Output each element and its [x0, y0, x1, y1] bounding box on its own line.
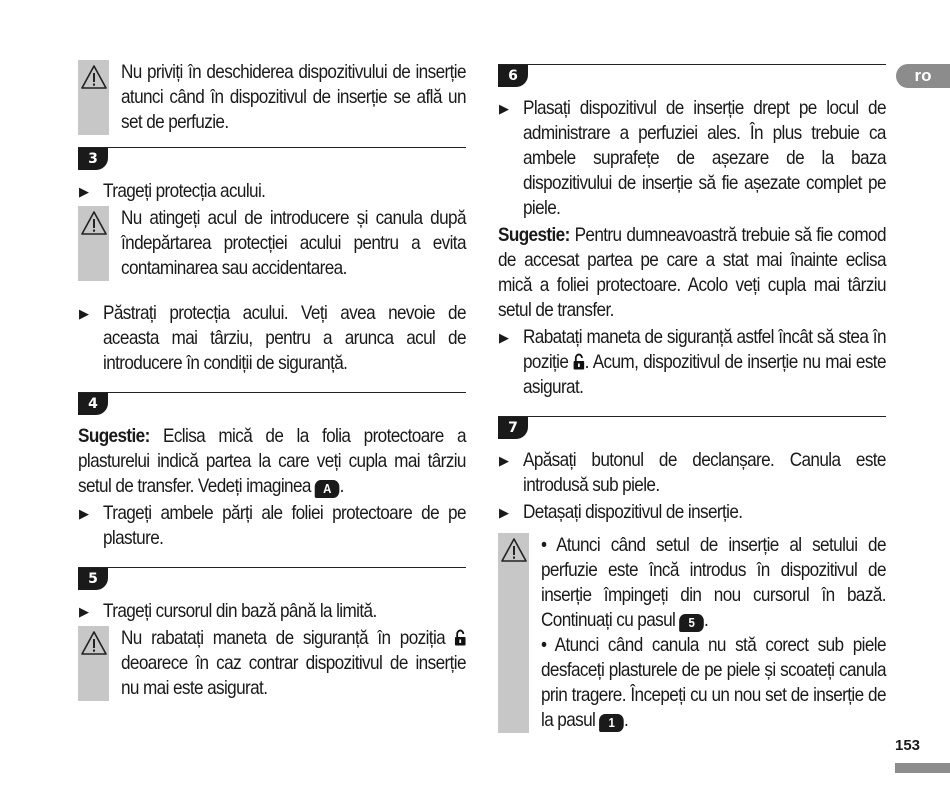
instruction-item: [498, 96, 886, 221]
warning-bar: [78, 60, 109, 135]
tip-label: Sugestie:: [498, 224, 570, 246]
tip-label: Sugestie:: [78, 425, 150, 447]
left-column: [78, 60, 466, 713]
figure-reference-badge: A: [315, 480, 340, 498]
instruction-item: [78, 179, 466, 204]
step-7-header: [498, 416, 886, 446]
step-4-header: [78, 392, 466, 422]
step-number-badge: 3: [78, 148, 108, 170]
instruction-text: Păstrați protecția acului. Veți avea nevoie de aceasta mai târziu, pentru a arunca acul de introducere în condiții de siguranță.: [103, 302, 466, 374]
step-3-header: [78, 147, 466, 177]
step-divider: [498, 64, 886, 65]
bullet-arrow-icon: ▶: [499, 453, 509, 468]
warning-triangle-icon: [80, 64, 108, 90]
instruction-item: [498, 500, 886, 525]
instruction-item: [498, 325, 886, 400]
tip-paragraph: [78, 424, 466, 499]
instruction-item: [78, 501, 466, 551]
step-number-badge: 6: [498, 65, 528, 87]
step-divider: [78, 392, 466, 393]
warning-bar: [78, 626, 109, 701]
step-number-badge: 7: [498, 417, 528, 439]
warning-end: .: [704, 609, 709, 631]
warning-item: [541, 533, 886, 633]
bullet-arrow-icon: ▶: [79, 306, 89, 321]
right-column: [498, 60, 886, 745]
instruction-item: [78, 599, 466, 624]
instruction-text: Trageți cursorul din bază până la limită.: [103, 600, 377, 622]
instruction-text: Detașați dispozitivul de inserție.: [523, 501, 743, 523]
instruction-text: Trageți protecția acului.: [103, 180, 266, 202]
step-divider: [498, 416, 886, 417]
warning-text: • Atunci când canula nu stă corect sub piele desfaceți plasturele de pe piele și scoateți canula prin tragere. Începeți cu un nou set de inserție de la pasul: [541, 634, 886, 731]
page-number: 153: [895, 737, 921, 754]
warning-bar: [78, 206, 109, 281]
instruction-text: Rabatați maneta de siguranță astfel încât să stea în poziție: [523, 326, 886, 373]
language-tab: ro: [896, 64, 950, 88]
bullet-arrow-icon: ▶: [79, 506, 89, 521]
unlocked-padlock-icon: [454, 629, 465, 646]
step-reference-badge: 5: [679, 614, 704, 632]
warning-text: Nu rabatați maneta de siguranță în poziția: [121, 627, 446, 649]
bullet-arrow-icon: ▶: [79, 184, 89, 199]
warning-text: • Atunci când setul de inserție al setului de perfuzie este încă introdus în dispozitivul de inserție împingeți din nou cursorul în bază. Continuați cu pasul: [541, 534, 886, 631]
unlocked-padlock-icon: [573, 353, 584, 370]
instruction-text: Plasați dispozitivul de inserție drept pe locul de administrare a perfuziei ales. În plus trebuie ca ambele suprafețe de așezare de la baza dispozitivului de inserție să fie așezate complet pe piele.: [523, 97, 886, 219]
warning-box: [78, 626, 466, 701]
warning-text: Nu priviți în deschiderea dispozitivului de inserție atunci când în dispozitivul de inserție se află un set de perfuzie.: [121, 61, 466, 133]
warning-end: .: [624, 709, 629, 731]
warning-text: deoarece în caz contrar dispozitivul de inserție nu mai este asigurat.: [121, 652, 466, 699]
step-number-badge: 4: [78, 393, 108, 415]
warning-item: [541, 633, 886, 733]
warning-text: Nu atingeți acul de introducere și canula după îndepărtarea protecției acului pentru a evita contaminarea sau accidentarea.: [121, 207, 466, 279]
warning-triangle-icon: [80, 210, 108, 236]
step-6-header: [498, 64, 886, 94]
tip-paragraph: [498, 223, 886, 323]
bullet-arrow-icon: ▶: [499, 505, 509, 520]
step-divider: [78, 567, 466, 568]
step-reference-badge: 1: [599, 714, 624, 732]
bullet-arrow-icon: ▶: [499, 330, 509, 345]
instruction-text: . Acum, dispozitivul de inserție nu mai este asigurat.: [523, 351, 886, 398]
warning-bar: [498, 533, 529, 733]
instruction-item: [78, 301, 466, 376]
instruction-text: Apăsați butonul de declanșare. Canula este introdusă sub piele.: [523, 449, 886, 496]
warning-box: [498, 533, 886, 733]
step-divider: [78, 147, 466, 148]
tip-text: Pentru dumneavoastră trebuie să fie comod de accesat partea pe care a stat mai înainte eclisa mică a foliei protectoare. Acolo veți cupla mai târziu setul de transfer.: [498, 224, 886, 321]
page-number-bar: [895, 763, 950, 773]
warning-box: [78, 206, 466, 281]
warning-box: [78, 60, 466, 135]
tip-end: .: [339, 475, 344, 497]
instruction-item: [498, 448, 886, 498]
warning-triangle-icon: [80, 630, 108, 656]
bullet-arrow-icon: ▶: [499, 101, 509, 116]
bullet-arrow-icon: ▶: [79, 604, 89, 619]
warning-triangle-icon: [500, 537, 528, 563]
step-number-badge: 5: [78, 568, 108, 590]
step-5-header: [78, 567, 466, 597]
tip-text: Eclisa mică de la folia protectoare a plasturelui indică partea la care veți cupla mai târziu setul de transfer. Vedeți imaginea: [78, 425, 466, 497]
instruction-text: Trageți ambele părți ale foliei protectoare de pe plasture.: [103, 502, 466, 549]
